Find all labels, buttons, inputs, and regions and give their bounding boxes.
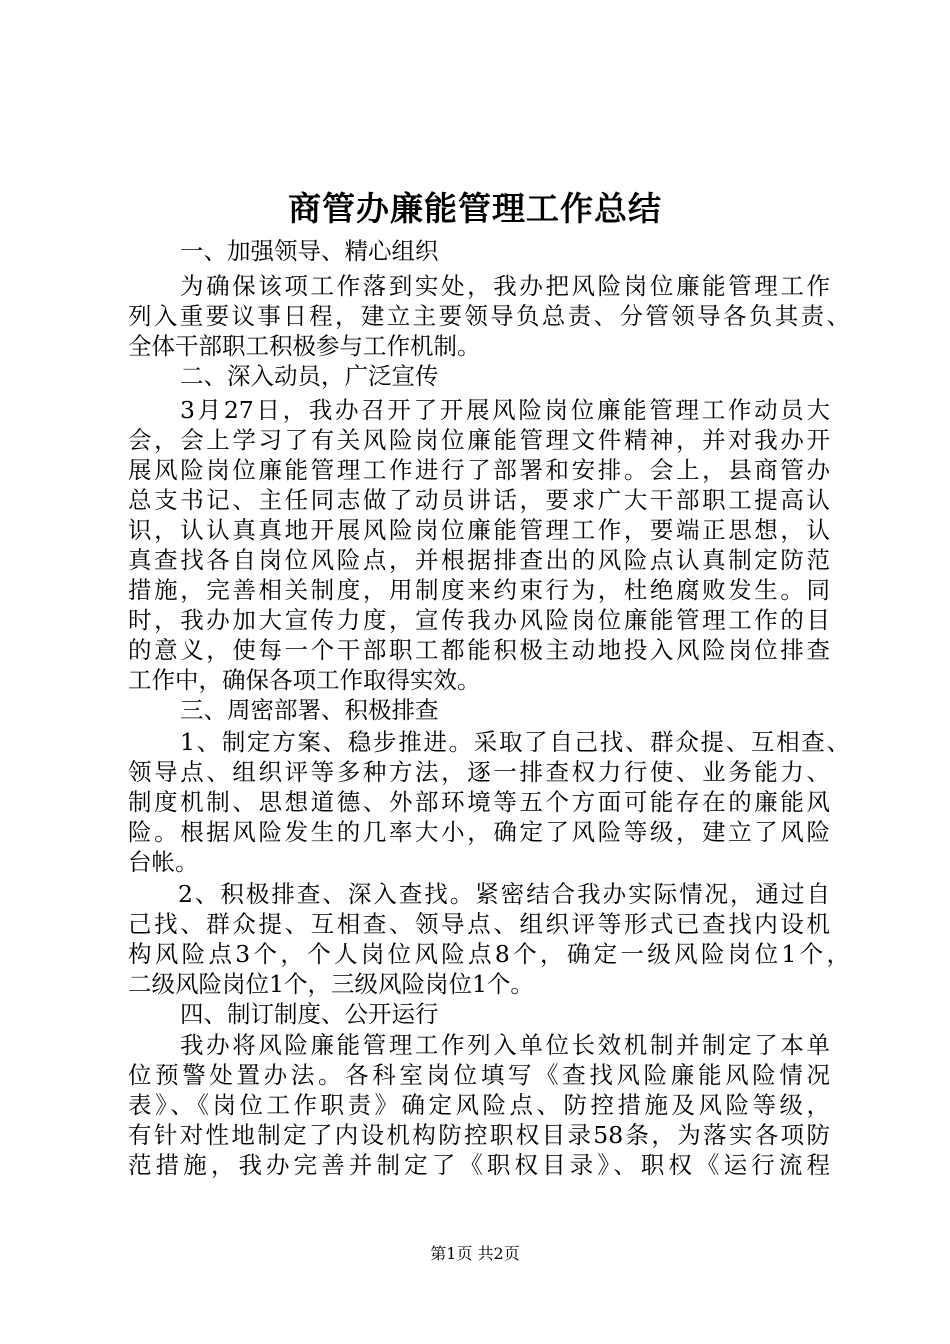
paragraph-line: 范措施，我办完善并制定了《职权目录》、职权《运行流程 bbox=[128, 1151, 830, 1179]
paragraph-line: 制度机制、思想道德、外部环境等五个方面可能存在的廉能风 bbox=[128, 788, 830, 816]
paragraph-line: 台帐。 bbox=[128, 848, 199, 876]
section-heading: 二、深入动员，广泛宣传 bbox=[180, 362, 439, 390]
paragraph-line: 措施，完善相关制度，用制度来约束行为，杜绝腐败发生。同 bbox=[128, 576, 830, 604]
document-title: 商管办廉能管理工作总结 bbox=[288, 189, 662, 228]
paragraph-line: 表》、《岗位工作职责》确定风险点、防控措施及风险等级， bbox=[128, 1091, 830, 1119]
paragraph-line: 我办将风险廉能管理工作列入单位长效机制并制定了本单 bbox=[180, 1031, 830, 1059]
page-number: 第1页 共2页 bbox=[430, 1244, 520, 1263]
paragraph-line: 总支书记、主任同志做了动员讲话，要求广大干部职工提高认 bbox=[128, 486, 830, 514]
paragraph-line: 会，会上学习了有关风险岗位廉能管理文件精神，并对我办开 bbox=[128, 426, 830, 454]
paragraph-line: 识，认认真真地开展风险岗位廉能管理工作，要端正思想，认 bbox=[128, 516, 830, 544]
paragraph-line: 险。根据风险发生的几率大小，确定了风险等级，建立了风险 bbox=[128, 818, 830, 846]
section-heading: 一、加强领导、精心组织 bbox=[180, 237, 439, 265]
paragraph-line: 己找、群众提、互相查、领导点、组织评等形式已查找内设机 bbox=[128, 910, 830, 938]
paragraph-line: 2、积极排查、深入查找。紧密结合我办实际情况，通过自 bbox=[178, 880, 830, 908]
paragraph-line: 列入重要议事日程，建立主要领导负总责、分管领导各负其责、 bbox=[128, 302, 850, 330]
section-heading: 四、制订制度、公开运行 bbox=[180, 1000, 439, 1028]
paragraph-line: 3月27日，我办召开了开展风险岗位廉能管理工作动员大 bbox=[180, 396, 830, 424]
paragraph-line: 有针对性地制定了内设机构防控职权目录58条，为落实各项防 bbox=[128, 1121, 830, 1149]
paragraph-line: 二级风险岗位1个，三级风险岗位1个。 bbox=[128, 970, 534, 998]
section-heading: 三、周密部署、积极排查 bbox=[180, 696, 439, 724]
paragraph-line: 为确保该项工作落到实处，我办把风险岗位廉能管理工作 bbox=[180, 272, 830, 300]
paragraph-line: 1、制定方案、稳步推进。采取了自己找、群众提、互相查、 bbox=[180, 728, 850, 756]
paragraph-line: 全体干部职工积极参与工作机制。 bbox=[128, 332, 481, 360]
paragraph-line: 展风险岗位廉能管理工作进行了部署和安排。会上，县商管办 bbox=[128, 456, 830, 484]
paragraph-line: 真查找各自岗位风险点，并根据排查出的风险点认真制定防范 bbox=[128, 546, 830, 574]
paragraph-line: 工作中，确保各项工作取得实效。 bbox=[128, 666, 481, 694]
paragraph-line: 时，我办加大宣传力度，宣传我办风险岗位廉能管理工作的目 bbox=[128, 606, 830, 634]
paragraph-line: 位预警处置办法。各科室岗位填写《查找风险廉能风险情况 bbox=[128, 1061, 830, 1089]
paragraph-line: 构风险点3个，个人岗位风险点8个，确定一级风险岗位1个， bbox=[128, 940, 850, 968]
paragraph-line: 领导点、组织评等多种方法，逐一排查权力行使、业务能力、 bbox=[128, 758, 830, 786]
paragraph-line: 的意义，使每一个干部职工都能积极主动地投入风险岗位排查 bbox=[128, 636, 830, 664]
